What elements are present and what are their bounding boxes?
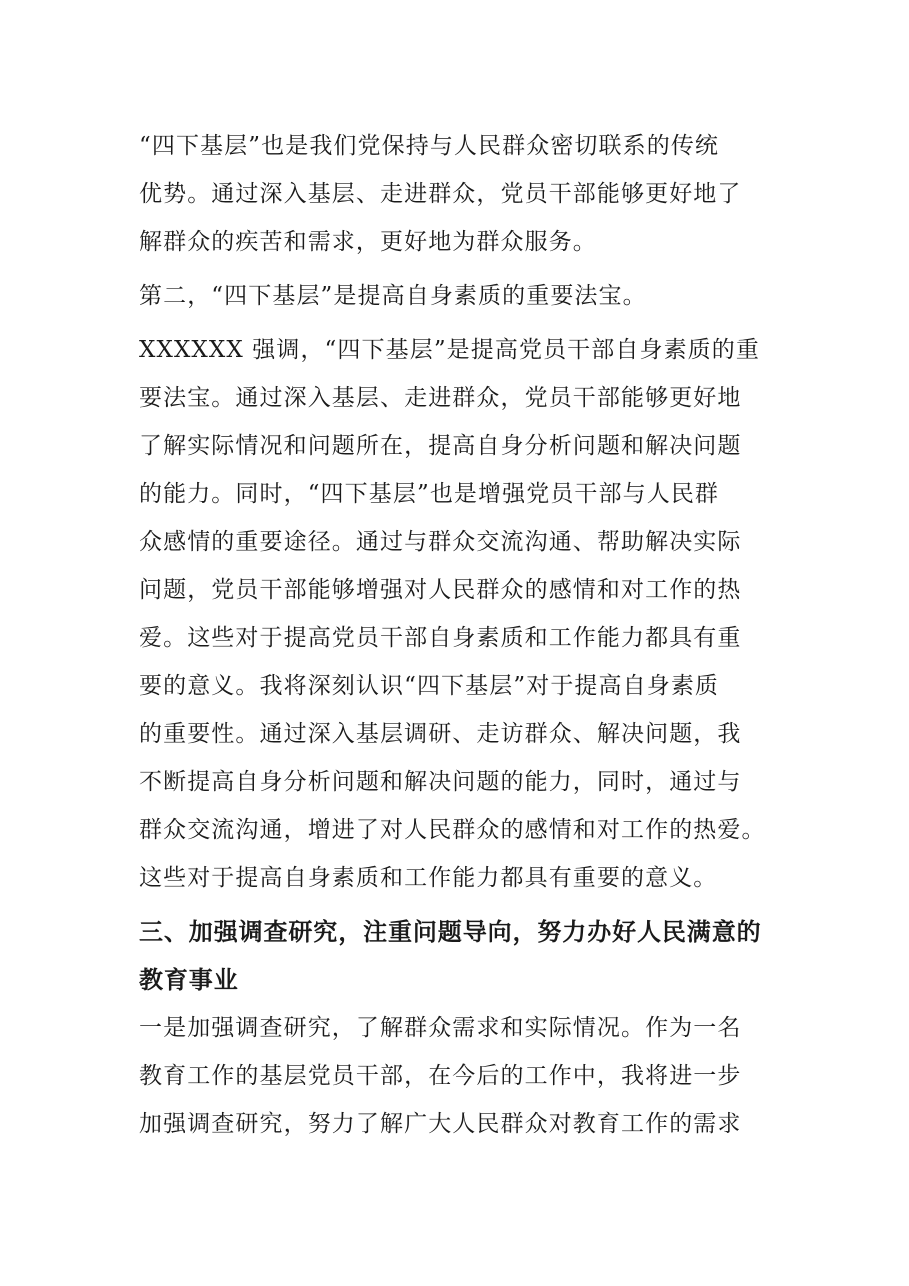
subheading-second: 第二，“四下基层”是提高自身素质的重要法宝。 [139, 283, 647, 309]
text-line: 解群众的疾苦和需求，更好地为群众服务。 [139, 229, 597, 255]
text-line: “四下基层”也是我们党保持与人民群众密切联系的传统 [139, 133, 720, 159]
text-line: 群众交流沟通，增进了对人民群众的感情和对工作的热爱。 [139, 817, 766, 843]
heading-line: 教育事业 [139, 966, 239, 994]
text-line: 要的意义。我将深刻认识“四下基层”对于提高自身素质 [139, 673, 720, 699]
text-line: 教育工作的基层党员干部，在今后的工作中，我将进一步 [139, 1063, 742, 1089]
section-3-heading [139, 908, 779, 1004]
text-line: 不断提高自身分析问题和解决问题的能力，同时，通过与 [139, 769, 742, 795]
text-line: 这些对于提高自身素质和工作能力都具有重要的意义。 [139, 865, 718, 891]
text-line: 问题，党员干部能够增强对人民群众的感情和对工作的热 [139, 577, 742, 603]
document-body [139, 122, 779, 1148]
text-line: 的重要性。通过深入基层调研、走访群众、解决问题，我 [139, 721, 742, 747]
heading-line: 三、加强调查研究，注重问题导向，努力办好人民满意的 [139, 918, 762, 946]
paragraph-3 [139, 1004, 779, 1148]
text-line: 要法宝。通过深入基层、走进群众，党员干部能够更好地 [139, 385, 742, 411]
text-line: 爱。这些对于提高党员干部自身素质和工作能力都具有重 [139, 625, 742, 651]
paragraph-1 [139, 122, 779, 266]
text-line: 众感情的重要途径。通过与群众交流沟通、帮助解决实际 [139, 529, 742, 555]
paragraph-2 [139, 326, 779, 902]
text-line: 了解实际情况和问题所在，提高自身分析问题和解决问题 [139, 433, 742, 459]
text-line: 优势。通过深入基层、走进群众，党员干部能够更好地了 [139, 181, 742, 207]
text-line: 一是加强调查研究，了解群众需求和实际情况。作为一名 [139, 1015, 742, 1041]
text-line: 的能力。同时，“四下基层”也是增强党员干部与人民群 [139, 481, 720, 507]
text-line: XXXXXX 强调，“四下基层”是提高党员干部自身素质的重 [139, 337, 760, 363]
text-line: 加强调查研究，努力了解广大人民群众对教育工作的需求 [139, 1111, 742, 1137]
